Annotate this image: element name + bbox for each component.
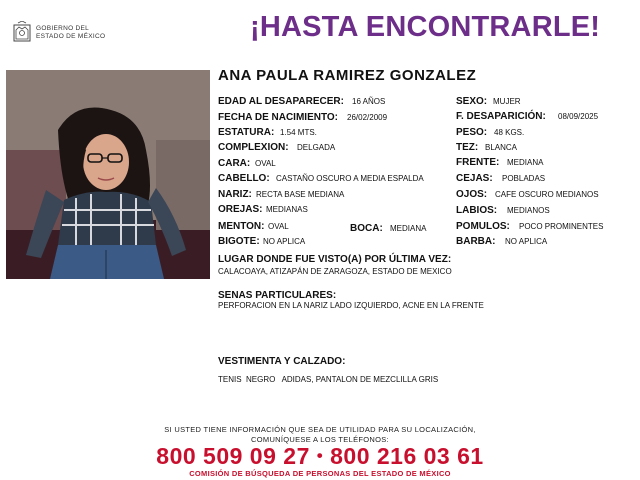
- clothing-label: VESTIMENTA Y CALZADO:: [218, 356, 346, 367]
- person-name: ANA PAULA RAMIREZ GONZALEZ: [218, 67, 477, 84]
- label-cejas: CEJAS:: [456, 173, 493, 184]
- logo-line-2: ESTADO DE MÉXICO: [36, 33, 106, 40]
- phone-separator: •: [316, 446, 324, 465]
- label-cara: CARA:: [218, 158, 251, 169]
- label-sexo: SEXO:: [456, 96, 488, 107]
- label-labios: LABIOS:: [456, 205, 498, 216]
- value-ojos: CAFE OSCURO MEDIANOS: [495, 190, 599, 199]
- value-orejas: MEDIANAS: [266, 205, 308, 214]
- label-ojos: OJOS:: [456, 189, 488, 200]
- value-peso: 48 KGS.: [494, 128, 525, 137]
- logo-line-1: GOBIERNO DEL: [36, 25, 90, 32]
- clothing-value: TENIS NEGRO ADIDAS, PANTALON DE MEZCLILLA GRIS: [218, 375, 439, 384]
- contact-note-line-1: SI USTED TIENE INFORMACIÓN QUE SEA DE UTILIDAD PARA SU LOCALIZACIÓN,: [164, 425, 476, 434]
- last-seen-value: CALACOAYA, ATIZAPÁN DE ZARAGOZA, ESTADO DE MEXICO: [218, 267, 452, 276]
- label-nacimiento: FECHA DE NACIMIENTO:: [218, 112, 338, 123]
- label-desaparicion: F. DESAPARICIÓN:: [456, 111, 546, 122]
- value-tez: BLANCA: [485, 143, 518, 152]
- value-complexion: DELGADA: [297, 143, 336, 152]
- label-edad: EDAD AL DESAPARECER:: [218, 96, 344, 107]
- marks-value: PERFORACION EN LA NARIZ LADO IZQUIERDO, ACNE EN LA FRENTE: [218, 301, 484, 310]
- label-complexion: COMPLEXION:: [218, 142, 289, 153]
- marks-label: SENAS PARTICULARES:: [218, 290, 337, 301]
- label-menton: MENTON:: [218, 221, 265, 232]
- value-labios: MEDIANOS: [507, 206, 550, 215]
- value-cabello: CASTAÑO OSCURO A MEDIA ESPALDA: [276, 174, 424, 183]
- state-seal-icon: [12, 21, 32, 43]
- value-sexo: MUJER: [493, 97, 521, 106]
- value-frente: MEDIANA: [507, 158, 544, 167]
- label-estatura: ESTATURA:: [218, 127, 275, 138]
- government-logo: [12, 21, 112, 47]
- phone-1[interactable]: 800 509 09 27: [156, 443, 310, 469]
- label-tez: TEZ:: [456, 142, 479, 153]
- value-pomulos: POCO PROMINENTES: [519, 222, 604, 231]
- headline: ¡HASTA ENCONTRARLE!: [250, 11, 601, 43]
- label-frente: FRENTE:: [456, 157, 500, 168]
- value-nacimiento: 26/02/2009: [347, 113, 388, 122]
- contact-note-line-2: COMUNÍQUESE A LOS TELÉFONOS:: [251, 435, 389, 444]
- value-estatura: 1.54 MTS.: [280, 128, 317, 137]
- phone-2[interactable]: 800 216 03 61: [330, 443, 484, 469]
- phone-numbers: [0, 443, 640, 470]
- value-boca: MEDIANA: [390, 224, 427, 233]
- label-boca: BOCA:: [350, 223, 383, 234]
- value-cejas: POBLADAS: [502, 174, 546, 183]
- value-nariz: RECTA BASE MEDIANA: [256, 190, 345, 199]
- label-barba: BARBA:: [456, 236, 496, 247]
- label-orejas: OREJAS:: [218, 204, 263, 215]
- label-pomulos: POMULOS:: [456, 221, 510, 232]
- value-desaparicion: 08/09/2025: [558, 112, 599, 121]
- label-cabello: CABELLO:: [218, 173, 270, 184]
- last-seen-label: LUGAR DONDE FUE VISTO(A) POR ÚLTIMA VEZ:: [218, 254, 452, 265]
- value-menton: OVAL: [268, 222, 289, 231]
- value-edad: 16 AÑOS: [352, 97, 386, 106]
- missing-person-photo: [6, 70, 210, 279]
- label-bigote: BIGOTE:: [218, 236, 260, 247]
- value-cara: OVAL: [255, 159, 276, 168]
- value-bigote: NO APLICA: [263, 237, 306, 246]
- label-nariz: NARIZ:: [218, 189, 252, 200]
- value-barba: NO APLICA: [505, 237, 548, 246]
- commission-name: COMISIÓN DE BÚSQUEDA DE PERSONAS DEL ESTADO DE MÉXICO: [189, 469, 451, 478]
- label-peso: PESO:: [456, 127, 488, 138]
